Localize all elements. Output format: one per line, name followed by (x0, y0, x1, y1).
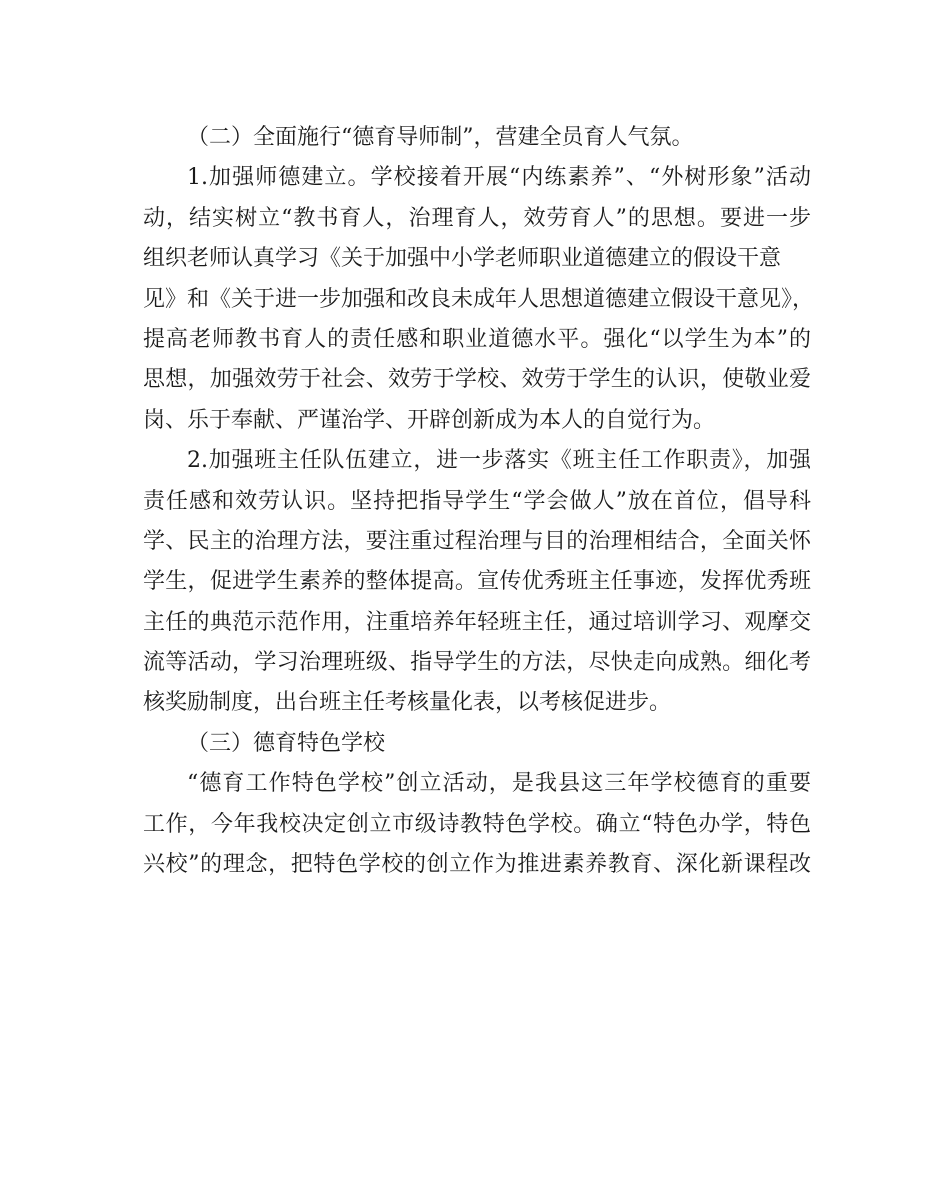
text-line: 学、民主的治理方法，要注重过程治理与目的治理相结合，全面关怀 (143, 528, 811, 554)
text-line: “德育工作特色学校”创立活动，是我县这三年学校德育的重要 (187, 771, 811, 797)
text-line: 工作，今年我校决定创立市级诗教特色学校。确立“特色办学，特色 (143, 811, 811, 837)
text-line: 流等活动，学习治理班级、指导学生的方法，尽快走向成熟。细化考 (143, 650, 811, 676)
text-line: 思想，加强效劳于社会、效劳于学校、效劳于学生的认识，使敬业爱 (143, 367, 811, 393)
text-line: 见》和《关于进一步加强和改良未成年人思想道德建立假设干意见》， (143, 286, 815, 312)
text-line: 提高老师教书育人的责任感和职业道德水平。强化“以学生为本”的 (143, 326, 811, 352)
text-line: 核奖励制度，出台班主任考核量化表，以考核促进步。 (143, 690, 672, 716)
text-line: （三）德育特色学校 (187, 730, 386, 756)
text-line: 动，结实树立“教书育人，治理育人，效劳育人”的思想。要进一步 (143, 205, 811, 231)
document-body (143, 118, 815, 885)
text-line: 组织老师认真学习《关于加强中小学老师职业道德建立的假设干意 (143, 246, 782, 272)
text-line: 兴校”的理念，把特色学校的创立作为推进素养教育、深化新课程改 (143, 852, 811, 878)
text-line: 责任感和效劳认识。坚持把指导学生“学会做人”放在首位，倡导科 (143, 488, 811, 514)
text-line: 主任的典范示范作用，注重培养年轻班主任，通过培训学习、观摩交 (143, 609, 811, 635)
text-line: 1.加强师德建立。学校接着开展“内练素养”、“外树形象”活动 (187, 165, 811, 191)
text-line: 2.加强班主任队伍建立，进一步落实《班主任工作职责》，加强 (187, 448, 811, 474)
text-line: 学生，促进学生素养的整体提高。宣传优秀班主任事迹，发挥优秀班 (143, 569, 811, 595)
text-line: （二）全面施行“德育导师制”，营建全员育人气氛。 (187, 125, 694, 150)
text-line: 岗、乐于奉献、严谨治学、开辟创新成为本人的自觉行为。 (143, 407, 716, 433)
